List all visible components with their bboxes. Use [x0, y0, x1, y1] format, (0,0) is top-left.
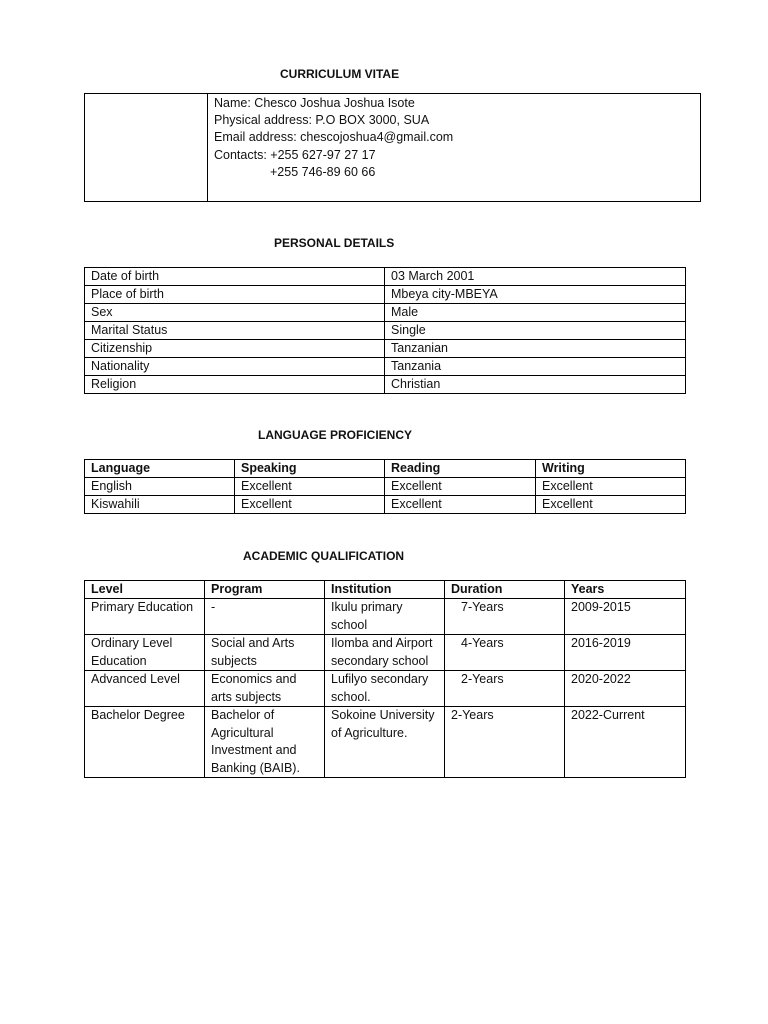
detail-value: Mbeya city-MBEYA [385, 286, 686, 304]
detail-label: Marital Status [85, 322, 385, 340]
table-cell: 2016-2019 [565, 635, 686, 671]
contact-address: Physical address: P.O BOX 3000, SUA [214, 113, 430, 128]
table-row [85, 340, 686, 358]
table-row [85, 635, 686, 671]
contact-cell [208, 94, 701, 202]
table-cell: Ikulu primary school [325, 599, 445, 635]
detail-value: Tanzania [385, 358, 686, 376]
table-cell: Social and Arts subjects [205, 635, 325, 671]
detail-label: Date of birth [85, 268, 385, 286]
detail-label: Sex [85, 304, 385, 322]
contact-table [84, 93, 701, 202]
detail-value: Tanzanian [385, 340, 686, 358]
table-cell: - [205, 599, 325, 635]
table-cell: English [85, 478, 235, 496]
table-row [85, 358, 686, 376]
table-cell: 2009-2015 [565, 599, 686, 635]
table-cell: 7-Years [445, 599, 565, 635]
table-cell: Ordinary Level Education [85, 635, 205, 671]
table-cell: 2020-2022 [565, 671, 686, 707]
contact-phone: Contacts: +255 627-97 27 17 [214, 147, 376, 162]
table-cell: Lufilyo secondary school. [325, 671, 445, 707]
table-row [85, 599, 686, 635]
detail-label: Religion [85, 376, 385, 394]
detail-label: Place of birth [85, 286, 385, 304]
table-cell: Excellent [235, 496, 385, 514]
table-row [85, 376, 686, 394]
column-header: Level [85, 581, 205, 599]
table-cell: Excellent [536, 478, 686, 496]
table-cell: Excellent [536, 496, 686, 514]
photo-cell [85, 94, 208, 202]
column-header: Program [205, 581, 325, 599]
column-header: Language [85, 460, 235, 478]
column-header: Writing [536, 460, 686, 478]
table-header-row [85, 460, 686, 478]
table-cell: Ilomba and Airport secondary school [325, 635, 445, 671]
detail-value: Male [385, 304, 686, 322]
column-header: Years [565, 581, 686, 599]
academic-table [84, 580, 686, 778]
table-row [85, 304, 686, 322]
column-header: Reading [385, 460, 536, 478]
personal-details-heading: PERSONAL DETAILS [274, 236, 395, 250]
column-header: Duration [445, 581, 565, 599]
contact-name: Name: Chesco Joshua Joshua Isote [214, 96, 415, 110]
detail-value: Single [385, 322, 686, 340]
table-cell: Bachelor of Agricultural Investment and Banking (BAIB). [205, 707, 325, 778]
language-table [84, 459, 686, 514]
detail-label: Nationality [85, 358, 385, 376]
table-cell: Sokoine University of Agriculture. [325, 707, 445, 778]
table-row [85, 707, 686, 778]
table-cell: Primary Education [85, 599, 205, 635]
table-row [85, 671, 686, 707]
detail-value: 03 March 2001 [385, 268, 686, 286]
column-header: Institution [325, 581, 445, 599]
document-title: CURRICULUM VITAE [280, 67, 400, 81]
detail-label: Citizenship [85, 340, 385, 358]
table-cell: Bachelor Degree [85, 707, 205, 778]
contact-email: Email address: chescojoshua4@gmail.com [214, 130, 454, 145]
table-cell: Advanced Level [85, 671, 205, 707]
table-row [85, 322, 686, 340]
table-cell: Excellent [385, 478, 536, 496]
table-cell: Economics and arts subjects [205, 671, 325, 707]
table-row [85, 286, 686, 304]
table-cell: Excellent [385, 496, 536, 514]
table-header-row [85, 581, 686, 599]
detail-value: Christian [385, 376, 686, 394]
table-row [85, 478, 686, 496]
academic-qualification-heading: ACADEMIC QUALIFICATION [243, 549, 405, 563]
table-row [85, 268, 686, 286]
table-cell: Kiswahili [85, 496, 235, 514]
table-cell: 2022-Current [565, 707, 686, 778]
language-proficiency-heading: LANGUAGE PROFICIENCY [258, 428, 413, 442]
personal-details-table [84, 267, 686, 394]
column-header: Speaking [235, 460, 385, 478]
table-cell: 2-Years [445, 707, 565, 778]
table-cell: 2-Years [445, 671, 565, 707]
table-cell: Excellent [235, 478, 385, 496]
table-cell: 4-Years [445, 635, 565, 671]
contact-phone-2: +255 746-89 60 66 [270, 164, 376, 179]
table-row [85, 496, 686, 514]
